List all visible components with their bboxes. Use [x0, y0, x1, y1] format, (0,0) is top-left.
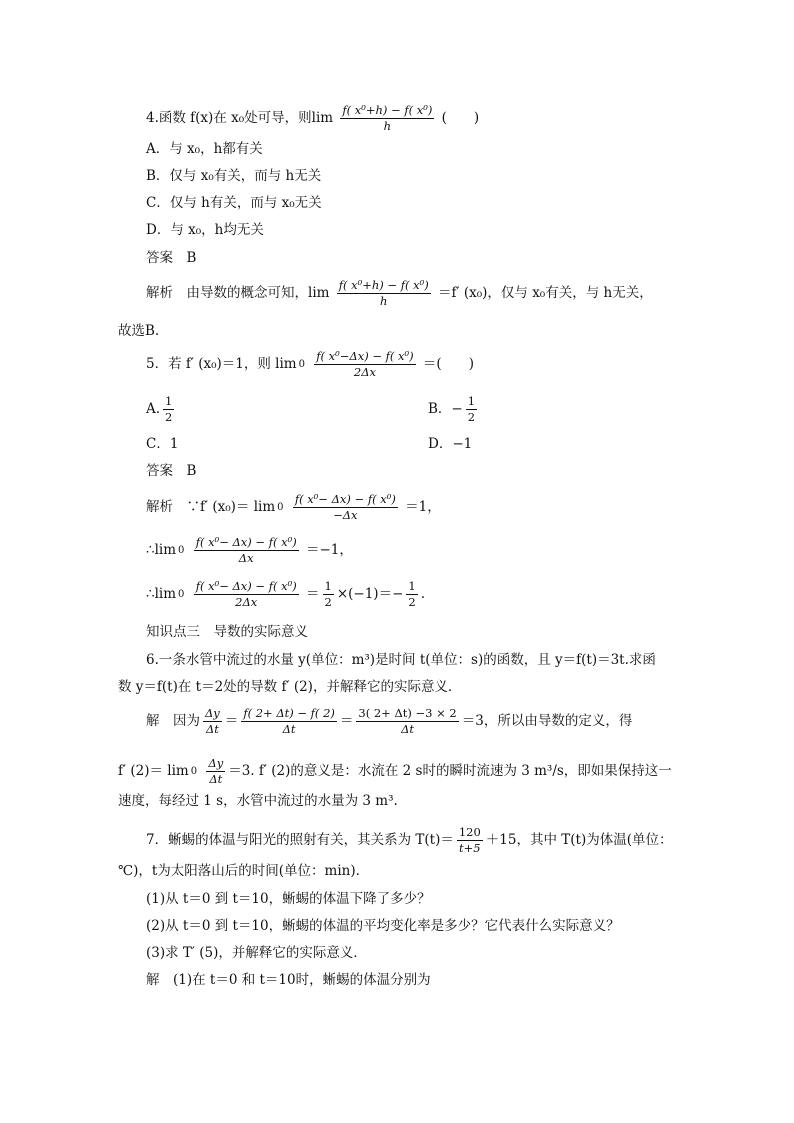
q6-s1-eq1: ＝	[224, 713, 239, 729]
q4-stem: 4.函数 f(x)在 x₀处可导，则lim	[146, 110, 334, 126]
q5-a3-fraction	[194, 579, 299, 610]
q6-s2-sub: 0	[190, 765, 198, 777]
q4-frac-den: h	[383, 119, 392, 133]
q5-a3-half	[323, 579, 334, 610]
q5-analysis-line2	[146, 535, 353, 566]
q6-solution-line2	[118, 756, 672, 787]
q5-option-c: C．1	[146, 436, 179, 452]
q6-line2: 数 y＝f(t)在 t＝2处的导数 f′ (2)，并解释它的实际意义．	[118, 679, 462, 695]
q5-frac-den: 2Δx	[353, 365, 376, 379]
q5-a1-pre: 解析 ∵f′ (x₀)＝ lim	[146, 499, 276, 515]
q5-analysis-line3	[146, 579, 425, 610]
q6-s2-post: ＝3. f′ (2)的意义是：水流在 2 s时的瞬时流速为 3 m³/s，即如果保持这一	[228, 763, 672, 779]
q6-s1-f2-den: Δt	[282, 722, 296, 736]
q4-analysis-post: ＝f′ (x₀)，仅与 x₀有关，与 h无关，	[437, 285, 653, 301]
q4-analysis-end: 故选B.	[118, 323, 160, 339]
q4-analysis-fraction	[337, 278, 431, 309]
q6-s2-num: Δy	[208, 756, 224, 770]
q5-fraction	[314, 349, 415, 380]
q4-paren: ( )	[441, 110, 480, 126]
q4-stem-line	[146, 103, 479, 134]
q5-a1-sub: 0	[277, 501, 284, 513]
q6-s1-f1-den: Δt	[205, 722, 219, 736]
q4-analysis-pre: 解析 由导数的概念可知，lim	[146, 285, 330, 301]
q6-solution-line3: 速度，每经过 1 s，水管中流过的水量为 3 m³.	[118, 793, 398, 809]
q5-option-b-label: B．−	[428, 401, 463, 417]
q5-a2-post: ＝−1，	[306, 542, 353, 558]
q6-s1-f2-num: f( 2+ Δt) − f( 2)	[243, 706, 335, 720]
q6-s1-pre: 解 因为	[146, 713, 200, 729]
q7-frac-den: t+5	[459, 841, 481, 855]
q5-option-b-frac	[466, 394, 477, 425]
q4-option-a: A．与 x₀，h都有关	[146, 141, 263, 157]
q6-s2-frac	[206, 756, 225, 787]
q5-a1-fraction	[293, 492, 398, 523]
q5-a3-half-num: 1	[324, 579, 332, 593]
q5-option-a-label: A.	[146, 401, 161, 417]
q5-a1-post: ＝1，	[405, 499, 441, 515]
q5-option-a-frac	[163, 394, 174, 425]
q7-line1	[146, 825, 673, 856]
q5-answer: 答案 B	[146, 463, 197, 479]
q6-solution-line1	[146, 706, 632, 737]
q5-frac-num: f( x⁰−Δx) − f( x⁰)	[316, 349, 414, 363]
q4-fraction	[340, 103, 434, 134]
q6-s1-frac1	[203, 706, 222, 737]
q4-answer: 答案 B	[146, 250, 197, 266]
q5-option-a	[146, 394, 177, 425]
q5-a3-num: f( x⁰− Δx) − f( x⁰)	[195, 579, 297, 593]
q4-analysis-line	[146, 278, 653, 309]
q5-a3-pre: ∴lim	[146, 586, 177, 602]
q4-option-d: D．与 x₀，h均无关	[146, 222, 264, 238]
q7-sub3: (3)求 T′ (5)，并解释它的实际意义．	[146, 945, 367, 961]
q7-sub1: (1)从 t＝0 到 t＝10，蜥蜴的体温下降了多少？	[146, 891, 431, 907]
q5-a2-num: f( x⁰− Δx) − f( x⁰)	[195, 535, 297, 549]
q5-lim-sub: 0	[298, 358, 305, 370]
q5-a3-result-num: 1	[408, 579, 416, 593]
q4-option-c: C．仅与 h有关，而与 x₀无关	[146, 195, 322, 211]
q5-a2-pre: ∴lim	[146, 542, 177, 558]
section-heading: 知识点三 导数的实际意义	[146, 624, 308, 640]
q5-a3-den: 2Δx	[235, 595, 258, 609]
q6-s1-post: ＝3，所以由导数的定义，得	[461, 713, 633, 729]
q5-a1-num: f( x⁰− Δx) − f( x⁰)	[294, 492, 396, 506]
q5-option-b	[428, 394, 480, 425]
q5-a3-end: .	[420, 586, 426, 602]
q5-a3-result-den: 2	[408, 595, 416, 609]
q4-analysis-num: f( x⁰+h) − f( x⁰)	[338, 278, 429, 292]
q5-option-d: D．−1	[428, 436, 473, 452]
q6-s1-f1-num: Δy	[205, 706, 220, 720]
q6-s2-den: Δt	[209, 772, 223, 786]
q7-line1-post: ＋15，其中 T(t)为体温(单位：	[485, 832, 673, 848]
q5-a3-mid: ＝	[306, 586, 320, 602]
q6-s1-f3-num: 3( 2+ Δt) −3 × 2	[358, 706, 457, 720]
q5-option-b-num: 1	[467, 394, 476, 408]
q5-option-b-den: 2	[467, 410, 476, 424]
q6-s2-pre: f′ (2)＝ lim	[118, 763, 189, 779]
q7-line2: ℃)，t为太阳落山后的时间(单位：min)．	[118, 863, 370, 879]
q5-option-a-den: 2	[165, 410, 173, 424]
q6-s1-f3-den: Δt	[401, 722, 415, 736]
q6-s1-eq2: ＝	[339, 713, 354, 729]
q5-a3-times: ×(−1)＝−	[336, 586, 404, 602]
q6-s1-frac2	[241, 706, 337, 737]
q5-analysis-line1	[146, 492, 441, 523]
q4-frac-num: f( x⁰+h) − f( x⁰)	[342, 103, 433, 117]
q6-s1-frac3	[356, 706, 458, 737]
q7-solution: 解 (1)在 t＝0 和 t＝10时，蜥蜴的体温分别为	[146, 972, 431, 988]
q4-analysis-den: h	[380, 294, 388, 308]
q5-a2-fraction	[194, 535, 299, 566]
q5-a1-den: −Δx	[333, 508, 358, 522]
q7-sub2: (2)从 t＝0 到 t＝10，蜥蜴的体温的平均变化率是多少？它代表什么实际意义？	[146, 918, 620, 934]
q7-frac-num: 120	[458, 825, 481, 839]
q6-line1: 6.一条水管中流过的水量 y(单位：m³)是时间 t(单位：s)的函数，且 y＝f(t)＝3t.求函	[146, 652, 656, 668]
q5-stem-post: ＝( )	[422, 356, 474, 372]
q5-a3-result	[406, 579, 417, 610]
q5-a3-sub: 0	[178, 588, 185, 600]
q5-a2-den: Δx	[238, 551, 254, 565]
q5-stem-line	[146, 349, 474, 380]
q7-fraction	[457, 825, 483, 856]
q4-option-b: B．仅与 x₀有关，而与 h无关	[146, 168, 322, 184]
q5-stem-pre: 5．若 f′ (x₀)＝1，则 lim	[146, 356, 297, 372]
q5-option-a-num: 1	[165, 394, 173, 408]
q5-a3-half-den: 2	[324, 595, 332, 609]
q7-line1-pre: 7．蜥蜴的体温与阳光的照射有关，其关系为 T(t)＝	[146, 832, 454, 848]
q5-a2-sub: 0	[178, 544, 185, 556]
